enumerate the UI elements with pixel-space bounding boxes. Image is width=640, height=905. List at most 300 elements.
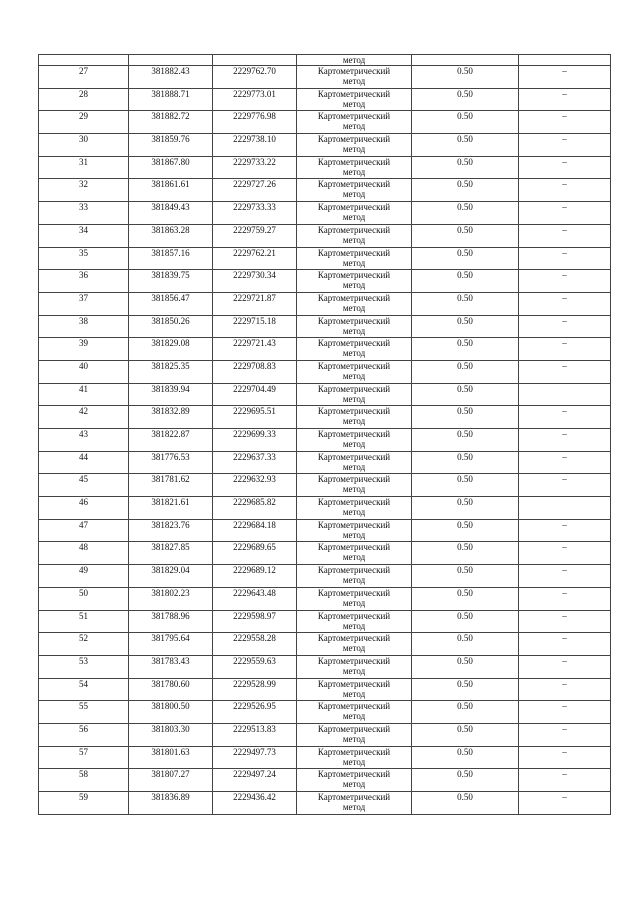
y-coordinate-cell: 2229436.42 (213, 792, 297, 815)
table-row (39, 247, 611, 270)
x-coordinate-cell: 381850.26 (129, 315, 213, 338)
method-line-1: Картометрический (317, 156, 391, 167)
note-cell: – (519, 270, 611, 293)
y-coordinate-cell: 2229773.01 (213, 88, 297, 111)
method-line-1: Картометрический (317, 429, 391, 439)
method-line-2: метод (342, 529, 366, 540)
error-cell: 0.50 (412, 247, 519, 270)
method-cell (297, 360, 412, 383)
carry-cell-number (39, 55, 129, 66)
error-cell: 0.50 (412, 474, 519, 497)
table-row (39, 542, 611, 565)
error-cell: 0.50 (412, 202, 519, 225)
point-number-cell: 29 (39, 111, 129, 134)
x-coordinate-cell: 381780.60 (129, 678, 213, 701)
point-number-cell: 41 (39, 383, 129, 406)
point-number-cell: 38 (39, 315, 129, 338)
method-cell (297, 792, 412, 815)
point-number-cell: 42 (39, 406, 129, 429)
method-cell (297, 429, 412, 452)
x-coordinate-cell: 381800.50 (129, 701, 213, 724)
y-coordinate-cell: 2229759.27 (213, 224, 297, 247)
error-cell: 0.50 (412, 746, 519, 769)
method-line-1: Картометрический (317, 406, 391, 417)
table-row (39, 792, 611, 815)
method-cell (297, 451, 412, 474)
method-cell (297, 315, 412, 338)
table-row (39, 270, 611, 293)
method-line-1: Картометрический (317, 360, 391, 371)
method-cell (297, 565, 412, 588)
note-cell: – (519, 701, 611, 724)
note-cell: – (519, 519, 611, 542)
y-coordinate-cell: 2229776.98 (213, 111, 297, 134)
method-line-2: метод (342, 280, 366, 291)
method-line-1: Картометрический (317, 292, 391, 303)
note-cell: – (519, 315, 611, 338)
carry-cell-error (412, 55, 519, 66)
method-line-2: метод (342, 552, 366, 563)
y-coordinate-cell: 2229559.63 (213, 655, 297, 678)
x-coordinate-cell: 381829.08 (129, 338, 213, 361)
error-cell: 0.50 (412, 179, 519, 202)
point-number-cell: 46 (39, 497, 129, 520)
method-line-2: метод (342, 348, 366, 359)
x-coordinate-cell: 381795.64 (129, 633, 213, 656)
error-cell: 0.50 (412, 134, 519, 157)
method-line-1: Картометрический (317, 88, 391, 99)
method-line-1: Картометрический (317, 519, 391, 530)
coordinates-table (38, 54, 611, 815)
note-cell: – (519, 202, 611, 225)
note-cell: – (519, 156, 611, 179)
coordinates-table-body (39, 55, 611, 815)
method-line-2: метод (342, 779, 366, 790)
x-coordinate-cell: 381827.85 (129, 542, 213, 565)
x-coordinate-cell: 381807.27 (129, 769, 213, 792)
method-cell (297, 633, 412, 656)
note-cell: – (519, 134, 611, 157)
note-cell: – (519, 429, 611, 452)
point-number-cell: 44 (39, 451, 129, 474)
y-coordinate-cell: 2229497.73 (213, 746, 297, 769)
method-line-1: Картометрический (317, 134, 391, 145)
method-cell (297, 587, 412, 610)
x-coordinate-cell: 381839.94 (129, 383, 213, 406)
note-cell (519, 497, 611, 520)
method-line-2: метод (342, 370, 366, 381)
table-row (39, 655, 611, 678)
y-coordinate-cell: 2229715.18 (213, 315, 297, 338)
method-line-1: Картометрический (317, 338, 391, 349)
note-cell: – (519, 247, 611, 270)
method-cell (297, 88, 412, 111)
y-coordinate-cell: 2229708.83 (213, 360, 297, 383)
note-cell: – (519, 179, 611, 202)
method-line-1: Картометрический (317, 610, 391, 621)
method-cell (297, 723, 412, 746)
method-line-1: Картометрический (317, 542, 391, 553)
error-cell: 0.50 (412, 723, 519, 746)
y-coordinate-cell: 2229632.93 (213, 474, 297, 497)
note-cell: – (519, 292, 611, 315)
x-coordinate-cell: 381788.96 (129, 610, 213, 633)
point-number-cell: 32 (39, 179, 129, 202)
method-line-1: Картометрический (317, 270, 391, 281)
method-line-1: Картометрический (317, 224, 391, 235)
method-line-2: метод (342, 484, 366, 495)
method-cell (297, 224, 412, 247)
error-cell: 0.50 (412, 769, 519, 792)
table-row (39, 292, 611, 315)
table-row (39, 497, 611, 520)
point-number-cell: 54 (39, 678, 129, 701)
note-cell: – (519, 451, 611, 474)
error-cell: 0.50 (412, 678, 519, 701)
table-row (39, 66, 611, 89)
x-coordinate-cell: 381859.76 (129, 134, 213, 157)
method-line-2: метод (342, 575, 366, 586)
x-coordinate-cell: 381839.75 (129, 270, 213, 293)
table-row (39, 587, 611, 610)
table-row (39, 474, 611, 497)
error-cell: 0.50 (412, 519, 519, 542)
method-line-2: метод (342, 98, 366, 109)
note-cell: – (519, 746, 611, 769)
method-line-2: метод (342, 665, 366, 676)
method-line-2: метод (342, 257, 366, 268)
x-coordinate-cell: 381861.61 (129, 179, 213, 202)
x-coordinate-cell: 381825.35 (129, 360, 213, 383)
method-line-2: метод (342, 756, 366, 767)
method-line-2: метод (342, 166, 366, 177)
error-cell: 0.50 (412, 292, 519, 315)
method-cell (297, 655, 412, 678)
error-cell: 0.50 (412, 270, 519, 293)
table-row (39, 746, 611, 769)
point-number-cell: 30 (39, 134, 129, 157)
note-cell: – (519, 792, 611, 815)
table-row (39, 111, 611, 134)
y-coordinate-cell: 2229762.21 (213, 247, 297, 270)
note-cell: – (519, 406, 611, 429)
method-line-2: метод (342, 733, 366, 744)
point-number-cell: 28 (39, 88, 129, 111)
point-number-cell: 55 (39, 701, 129, 724)
y-coordinate-cell: 2229685.82 (213, 497, 297, 520)
x-coordinate-cell: 381836.89 (129, 792, 213, 815)
point-number-cell: 40 (39, 360, 129, 383)
note-cell (519, 383, 611, 406)
note-cell: – (519, 360, 611, 383)
point-number-cell: 45 (39, 474, 129, 497)
table-row (39, 338, 611, 361)
note-cell: – (519, 678, 611, 701)
method-line-2: метод (342, 643, 366, 654)
table-row (39, 224, 611, 247)
y-coordinate-cell: 2229598.97 (213, 610, 297, 633)
method-cell (297, 134, 412, 157)
point-number-cell: 31 (39, 156, 129, 179)
error-cell: 0.50 (412, 315, 519, 338)
method-line-1: Картометрический (317, 633, 391, 644)
note-cell: – (519, 655, 611, 678)
table-row (39, 383, 611, 406)
point-number-cell: 51 (39, 610, 129, 633)
error-cell: 0.50 (412, 224, 519, 247)
note-cell: – (519, 338, 611, 361)
y-coordinate-cell: 2229733.33 (213, 202, 297, 225)
point-number-cell: 59 (39, 792, 129, 815)
method-line-1: Картометрический (317, 701, 391, 712)
y-coordinate-cell: 2229699.33 (213, 429, 297, 452)
method-line-2: метод (342, 711, 366, 722)
point-number-cell: 35 (39, 247, 129, 270)
method-line-2: метод (342, 144, 366, 155)
x-coordinate-cell: 381867.80 (129, 156, 213, 179)
method-cell (297, 406, 412, 429)
error-cell: 0.50 (412, 451, 519, 474)
point-number-cell: 39 (39, 338, 129, 361)
method-line-1: Картометрический (317, 111, 391, 122)
method-cell (297, 769, 412, 792)
carry-cell-x (129, 55, 213, 66)
point-number-cell: 27 (39, 66, 129, 89)
x-coordinate-cell: 381776.53 (129, 451, 213, 474)
point-number-cell: 34 (39, 224, 129, 247)
error-cell: 0.50 (412, 338, 519, 361)
error-cell: 0.50 (412, 429, 519, 452)
method-line-1: Картометрический (317, 678, 391, 689)
method-cell (297, 474, 412, 497)
method-line-1: Картометрический (317, 315, 391, 326)
method-line-2: метод (342, 121, 366, 132)
x-coordinate-cell: 381882.43 (129, 66, 213, 89)
x-coordinate-cell: 381803.30 (129, 723, 213, 746)
note-cell: – (519, 610, 611, 633)
method-cell (297, 270, 412, 293)
method-line-1: Картометрический (317, 587, 391, 598)
note-cell: – (519, 565, 611, 588)
carry-cell-y (213, 55, 297, 66)
method-line-1: Картометрический (317, 723, 391, 734)
error-cell: 0.50 (412, 655, 519, 678)
method-line-1: Картометрический (317, 202, 391, 213)
method-line-2: метод (342, 802, 366, 812)
method-line-2: метод (342, 189, 366, 200)
x-coordinate-cell: 381849.43 (129, 202, 213, 225)
method-cell (297, 701, 412, 724)
x-coordinate-cell: 381783.43 (129, 655, 213, 678)
method-line-1: Картометрический (317, 769, 391, 780)
point-number-cell: 43 (39, 429, 129, 452)
method-cell (297, 519, 412, 542)
point-number-cell: 36 (39, 270, 129, 293)
error-cell: 0.50 (412, 542, 519, 565)
point-number-cell: 37 (39, 292, 129, 315)
y-coordinate-cell: 2229684.18 (213, 519, 297, 542)
table-row (39, 633, 611, 656)
method-line-2: метод (342, 688, 366, 699)
error-cell: 0.50 (412, 497, 519, 520)
error-cell: 0.50 (412, 383, 519, 406)
method-line-2: метод (342, 393, 366, 404)
method-cell (297, 247, 412, 270)
x-coordinate-cell: 381802.23 (129, 587, 213, 610)
method-line-1: Картометрический (317, 497, 391, 508)
table-row (39, 429, 611, 452)
table-row (39, 610, 611, 633)
error-cell: 0.50 (412, 633, 519, 656)
table-row (39, 179, 611, 202)
table-row (39, 723, 611, 746)
error-cell: 0.50 (412, 111, 519, 134)
method-cell (297, 746, 412, 769)
carry-cell-note (519, 55, 611, 66)
x-coordinate-cell: 381856.47 (129, 292, 213, 315)
y-coordinate-cell: 2229526.95 (213, 701, 297, 724)
method-cell (297, 292, 412, 315)
point-number-cell: 50 (39, 587, 129, 610)
table-row (39, 156, 611, 179)
note-cell: – (519, 66, 611, 89)
method-cell (297, 338, 412, 361)
method-cell (297, 179, 412, 202)
error-cell: 0.50 (412, 360, 519, 383)
y-coordinate-cell: 2229643.48 (213, 587, 297, 610)
table-row (39, 701, 611, 724)
x-coordinate-cell: 381882.72 (129, 111, 213, 134)
y-coordinate-cell: 2229704.49 (213, 383, 297, 406)
error-cell: 0.50 (412, 565, 519, 588)
y-coordinate-cell: 2229721.87 (213, 292, 297, 315)
table-row (39, 519, 611, 542)
x-coordinate-cell: 381863.28 (129, 224, 213, 247)
y-coordinate-cell: 2229558.28 (213, 633, 297, 656)
y-coordinate-cell: 2229730.34 (213, 270, 297, 293)
y-coordinate-cell: 2229689.12 (213, 565, 297, 588)
method-line-1: Картометрический (317, 66, 391, 76)
method-cell (297, 678, 412, 701)
x-coordinate-cell: 381781.62 (129, 474, 213, 497)
note-cell: – (519, 111, 611, 134)
carry-cell-method: метод (297, 55, 412, 66)
table-row (39, 769, 611, 792)
point-number-cell: 52 (39, 633, 129, 656)
error-cell: 0.50 (412, 610, 519, 633)
y-coordinate-cell: 2229727.26 (213, 179, 297, 202)
method-line-1: Картометрический (317, 247, 391, 258)
error-cell: 0.50 (412, 66, 519, 89)
error-cell: 0.50 (412, 406, 519, 429)
method-line-2: метод (342, 234, 366, 245)
method-line-1: Картометрический (317, 565, 391, 576)
point-number-cell: 49 (39, 565, 129, 588)
method-line-1: Картометрический (317, 474, 391, 485)
point-number-cell: 33 (39, 202, 129, 225)
table-row (39, 134, 611, 157)
method-cell (297, 156, 412, 179)
method-line-1: Картометрический (317, 746, 391, 757)
method-line-2: метод (342, 325, 366, 336)
x-coordinate-cell: 381823.76 (129, 519, 213, 542)
note-cell: – (519, 633, 611, 656)
method-line-2: метод (342, 302, 366, 313)
point-number-cell: 58 (39, 769, 129, 792)
y-coordinate-cell: 2229762.70 (213, 66, 297, 89)
note-cell: – (519, 224, 611, 247)
method-line-2: метод (342, 416, 366, 427)
x-coordinate-cell: 381888.71 (129, 88, 213, 111)
note-cell: – (519, 769, 611, 792)
method-line-2: метод (342, 620, 366, 631)
x-coordinate-cell: 381822.87 (129, 429, 213, 452)
table-row (39, 360, 611, 383)
table-row (39, 406, 611, 429)
table-row (39, 88, 611, 111)
y-coordinate-cell: 2229695.51 (213, 406, 297, 429)
y-coordinate-cell: 2229497.24 (213, 769, 297, 792)
y-coordinate-cell: 2229513.83 (213, 723, 297, 746)
x-coordinate-cell: 381821.61 (129, 497, 213, 520)
x-coordinate-cell: 381801.63 (129, 746, 213, 769)
method-cell (297, 202, 412, 225)
method-cell (297, 610, 412, 633)
method-line-2: метод (342, 212, 366, 223)
method-line-1: Картометрический (317, 383, 391, 394)
method-cell (297, 497, 412, 520)
error-cell: 0.50 (412, 701, 519, 724)
error-cell: 0.50 (412, 587, 519, 610)
note-cell: – (519, 587, 611, 610)
method-line-2: метод (342, 76, 366, 86)
y-coordinate-cell: 2229733.22 (213, 156, 297, 179)
note-cell: – (519, 88, 611, 111)
y-coordinate-cell: 2229738.10 (213, 134, 297, 157)
y-coordinate-cell: 2229721.43 (213, 338, 297, 361)
method-cell (297, 66, 412, 89)
method-line-1: Картометрический (317, 655, 391, 666)
x-coordinate-cell: 381829.04 (129, 565, 213, 588)
method-line-2: метод (342, 461, 366, 472)
table-row (39, 202, 611, 225)
method-cell (297, 111, 412, 134)
method-line-2: метод (342, 439, 366, 449)
method-line-2: метод (342, 597, 366, 608)
method-line-1: Картометрический (317, 179, 391, 190)
x-coordinate-cell: 381832.89 (129, 406, 213, 429)
note-cell: – (519, 474, 611, 497)
method-line-1: Картометрический (317, 792, 391, 802)
x-coordinate-cell: 381857.16 (129, 247, 213, 270)
point-number-cell: 53 (39, 655, 129, 678)
method-cell (297, 383, 412, 406)
table-row (39, 565, 611, 588)
point-number-cell: 57 (39, 746, 129, 769)
note-cell: – (519, 723, 611, 746)
carry-over-row (39, 55, 611, 66)
y-coordinate-cell: 2229689.65 (213, 542, 297, 565)
y-coordinate-cell: 2229637.33 (213, 451, 297, 474)
point-number-cell: 48 (39, 542, 129, 565)
error-cell: 0.50 (412, 88, 519, 111)
point-number-cell: 56 (39, 723, 129, 746)
method-cell (297, 542, 412, 565)
error-cell: 0.50 (412, 156, 519, 179)
error-cell: 0.50 (412, 792, 519, 815)
table-row (39, 678, 611, 701)
point-number-cell: 47 (39, 519, 129, 542)
